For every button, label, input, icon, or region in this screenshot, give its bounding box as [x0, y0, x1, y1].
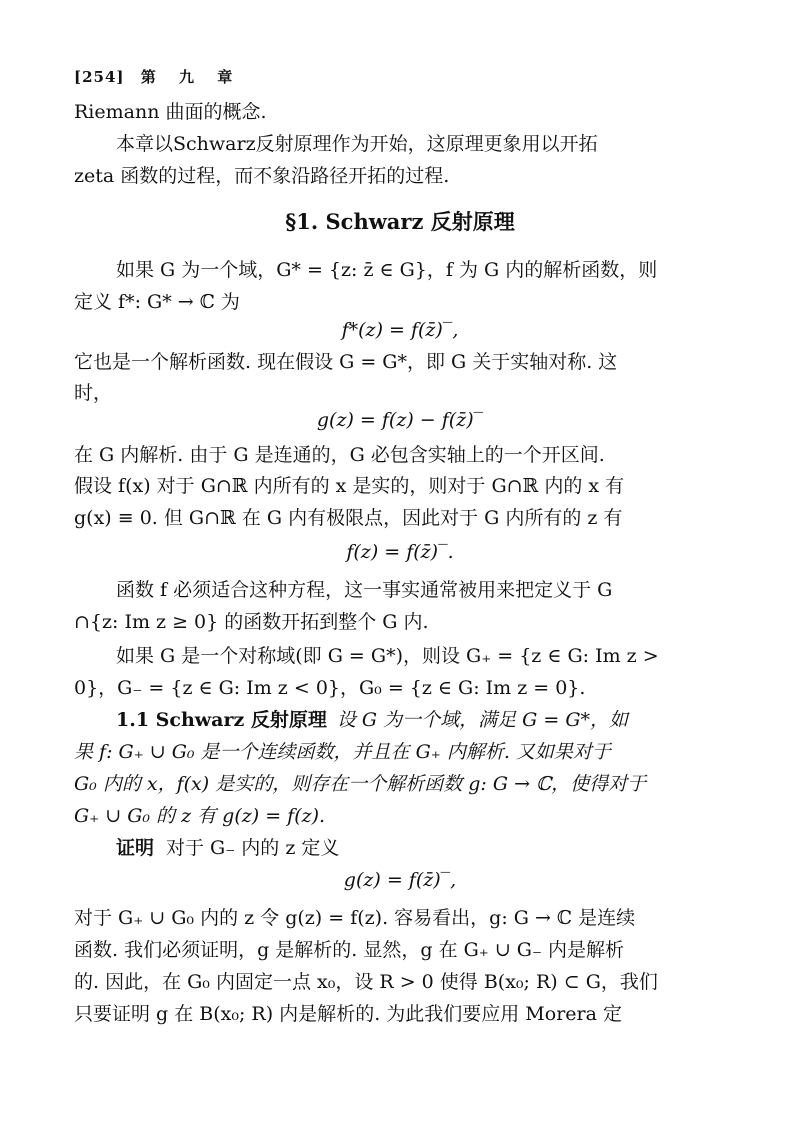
proof-label: 证明: [116, 837, 155, 859]
text-line: 定义 f*: G* → ℂ 为: [74, 291, 240, 313]
text-line: 在 G 内解析. 由于 G 是连通的，G 必包含实轴上的一个开区间.: [74, 444, 605, 466]
text-line: 本章以Schwarz反射原理作为开始，这原理更象用以开拓: [116, 133, 598, 155]
text-line: 它也是一个解析函数. 现在假设 G = G*，即 G 关于实轴对称. 这: [74, 351, 618, 373]
proof-line: [116, 836, 339, 860]
page-header: [74, 66, 241, 87]
theorem-title: 1.1 Schwarz 反射原理: [116, 709, 327, 731]
text-line: 0}，G₋ = {z ∈ G: Im z < 0}，G₀ = {z ∈ G: Im z = 0}.: [74, 677, 586, 699]
theorem-text-line: G₊ ∪ G₀ 的 z 有 g(z) = f(z).: [74, 805, 326, 827]
chapter-title: 第 九 章: [140, 68, 242, 86]
theorem-text: 设 G 为一个域，满足 G = G*，如: [336, 709, 629, 731]
theorem-line: [116, 708, 628, 732]
text-line: ∩{z: Im z ≥ 0} 的函数开拓到整个 G 内.: [74, 611, 429, 633]
theorem-text-line: G₀ 内的 x，f(x) 是实的，则存在一个解析函数 g: G → ℂ，使得对于: [74, 773, 647, 795]
display-formula: g(z) = f(z) − f(z̄)‾: [316, 409, 484, 431]
text-line: 假设 f(x) 对于 G∩ℝ 内所有的 x 是实的，则对于 G∩ℝ 内的 x 有: [74, 475, 625, 497]
text-line: zeta 函数的过程，而不象沿路径开拓的过程.: [74, 165, 450, 187]
text-line: 的. 因此，在 G₀ 内固定一点 x₀，设 R > 0 使得 B(x₀; R) ⊂ G，我们: [74, 971, 658, 993]
text-line: 函数 f 必须适合这种方程，这一事实通常被用来把定义于 G: [116, 579, 613, 601]
theorem-text-line: 果 f: G₊ ∪ G₀ 是一个连续函数，并且在 G₊ 内解析. 又如果对于: [74, 741, 611, 763]
display-formula: g(z) = f(z̄)‾,: [343, 869, 457, 891]
text-line: Riemann 曲面的概念.: [74, 101, 267, 123]
text-line: 函数. 我们必须证明，g 是解析的. 显然，g 在 G₊ ∪ G₋ 内是解析: [74, 939, 625, 961]
section-heading: §1. Schwarz 反射原理: [285, 209, 515, 234]
page-number: [254]: [74, 68, 125, 86]
display-formula: f(z) = f(z̄)‾.: [346, 541, 454, 563]
proof-text: 对于 G₋ 内的 z 定义: [166, 837, 340, 859]
display-formula: f*(z) = f(z̄)‾,: [341, 319, 459, 341]
text-line: 如果 G 是一个对称域(即 G = G*)，则设 G₊ = {z ∈ G: Im z >: [116, 645, 659, 667]
text-line: 时，: [74, 382, 113, 404]
text-line: g(x) ≡ 0. 但 G∩ℝ 在 G 内有极限点，因此对于 G 内所有的 z 有: [74, 507, 623, 529]
text-line: 对于 G₊ ∪ G₀ 内的 z 令 g(z) = f(z). 容易看出，g: G → ℂ 是连续: [74, 907, 636, 929]
text-line: 只要证明 g 在 B(x₀; R) 内是解析的. 为此我们要应用 Morera 定: [74, 1003, 622, 1025]
text-line: 如果 G 为一个域，G* = {z: z̄ ∈ G}，f 为 G 内的解析函数，则: [116, 259, 658, 281]
